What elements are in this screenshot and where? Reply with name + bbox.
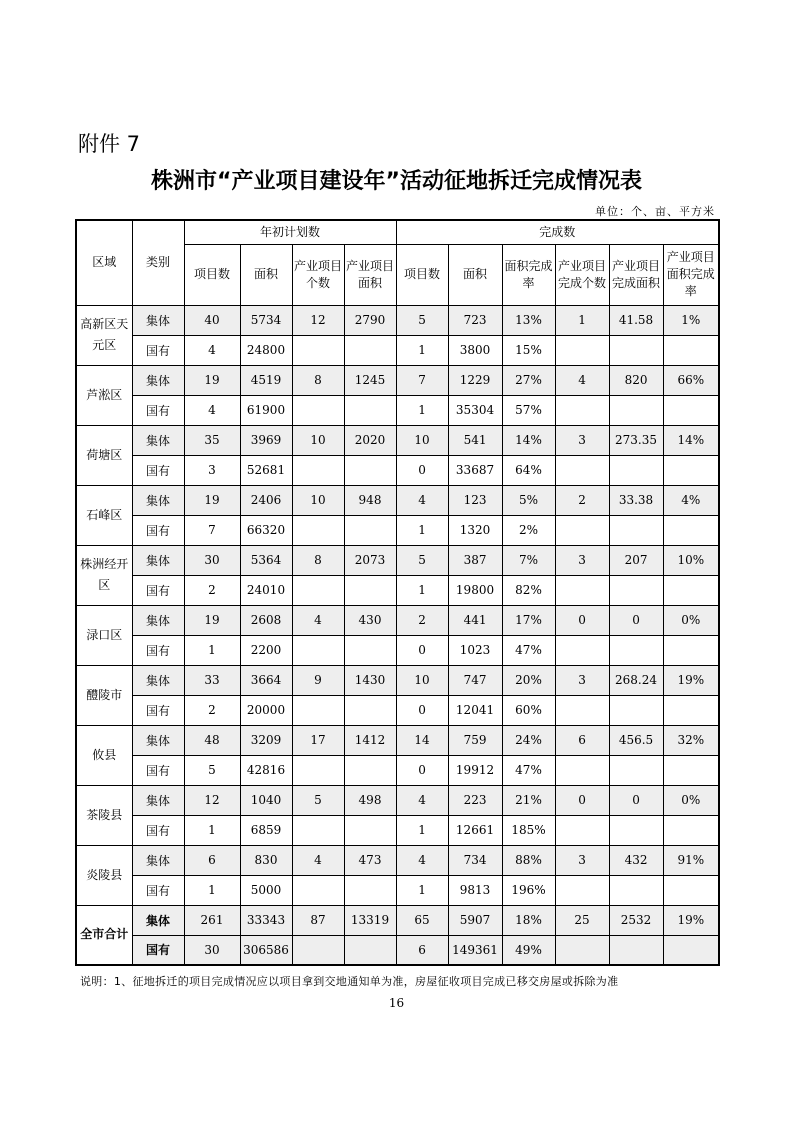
value-cell xyxy=(292,395,344,425)
value-cell: 123 xyxy=(448,485,502,515)
value-cell xyxy=(292,815,344,845)
value-cell: 30 xyxy=(184,545,240,575)
table-row xyxy=(76,845,719,875)
category-cell: 国有 xyxy=(132,815,184,845)
page-title: 株洲市“产业项目建设年”活动征地拆迁完成情况表 xyxy=(151,169,642,194)
category-cell: 国有 xyxy=(132,935,184,965)
value-cell: 1% xyxy=(663,305,719,335)
value-cell xyxy=(663,455,719,485)
table-body xyxy=(76,305,719,965)
category-cell: 国有 xyxy=(132,395,184,425)
value-cell: 1040 xyxy=(240,785,292,815)
value-cell: 17 xyxy=(292,725,344,755)
unit-label: 单位：个、亩、平方米 xyxy=(595,205,715,218)
value-cell: 1229 xyxy=(448,365,502,395)
category-cell: 国有 xyxy=(132,455,184,485)
category-cell: 集体 xyxy=(132,725,184,755)
value-cell: 25 xyxy=(555,905,609,935)
value-cell: 2020 xyxy=(344,425,396,455)
value-cell: 4% xyxy=(663,485,719,515)
value-cell: 33.38 xyxy=(609,485,663,515)
value-cell: 6 xyxy=(555,725,609,755)
value-cell: 1 xyxy=(396,575,448,605)
category-cell: 集体 xyxy=(132,785,184,815)
value-cell xyxy=(555,455,609,485)
value-cell: 4519 xyxy=(240,365,292,395)
value-cell: 49% xyxy=(502,935,555,965)
value-cell: 948 xyxy=(344,485,396,515)
value-cell: 8 xyxy=(292,365,344,395)
value-cell: 0 xyxy=(555,605,609,635)
value-cell: 3 xyxy=(555,425,609,455)
value-cell: 430 xyxy=(344,605,396,635)
value-cell: 2 xyxy=(184,695,240,725)
header-done-col-1: 面积 xyxy=(448,244,502,305)
value-cell: 14% xyxy=(663,425,719,455)
value-cell: 1412 xyxy=(344,725,396,755)
value-cell: 3209 xyxy=(240,725,292,755)
value-cell: 47% xyxy=(502,755,555,785)
value-cell: 5 xyxy=(292,785,344,815)
value-cell: 1 xyxy=(396,395,448,425)
value-cell xyxy=(555,815,609,845)
value-cell: 1023 xyxy=(448,635,502,665)
value-cell: 273.35 xyxy=(609,425,663,455)
value-cell xyxy=(555,575,609,605)
value-cell: 19800 xyxy=(448,575,502,605)
table-row xyxy=(76,575,719,605)
value-cell: 0 xyxy=(609,785,663,815)
value-cell: 14% xyxy=(502,425,555,455)
value-cell: 35304 xyxy=(448,395,502,425)
value-cell: 65 xyxy=(396,905,448,935)
value-cell: 4 xyxy=(292,605,344,635)
value-cell: 2790 xyxy=(344,305,396,335)
value-cell: 5 xyxy=(184,755,240,785)
table-row xyxy=(76,755,719,785)
value-cell: 1245 xyxy=(344,365,396,395)
value-cell: 12661 xyxy=(448,815,502,845)
value-cell xyxy=(292,755,344,785)
header-plan-group: 年初计划数 xyxy=(184,220,396,244)
value-cell: 2 xyxy=(396,605,448,635)
region-cell: 醴陵市 xyxy=(76,665,132,725)
value-cell: 3 xyxy=(184,455,240,485)
value-cell: 6 xyxy=(396,935,448,965)
value-cell: 64% xyxy=(502,455,555,485)
value-cell: 1320 xyxy=(448,515,502,545)
value-cell xyxy=(344,935,396,965)
value-cell: 42816 xyxy=(240,755,292,785)
header-plan-col-3: 产业项目 面积 xyxy=(344,244,396,305)
value-cell: 541 xyxy=(448,425,502,455)
category-cell: 国有 xyxy=(132,575,184,605)
value-cell: 14 xyxy=(396,725,448,755)
value-cell xyxy=(292,635,344,665)
value-cell: 3 xyxy=(555,545,609,575)
value-cell: 2532 xyxy=(609,905,663,935)
value-cell: 33687 xyxy=(448,455,502,485)
value-cell: 33343 xyxy=(240,905,292,935)
attachment-label: 附件 7 xyxy=(78,132,141,156)
value-cell: 6859 xyxy=(240,815,292,845)
value-cell: 19 xyxy=(184,605,240,635)
value-cell: 830 xyxy=(240,845,292,875)
table-row xyxy=(76,305,719,335)
value-cell: 0% xyxy=(663,785,719,815)
region-cell: 炎陵县 xyxy=(76,845,132,905)
value-cell: 10% xyxy=(663,545,719,575)
value-cell: 149361 xyxy=(448,935,502,965)
value-cell: 33 xyxy=(184,665,240,695)
value-cell: 4 xyxy=(396,785,448,815)
value-cell xyxy=(663,575,719,605)
value-cell: 5 xyxy=(396,305,448,335)
value-cell: 18% xyxy=(502,905,555,935)
region-cell: 高新区天元区 xyxy=(76,305,132,365)
value-cell: 15% xyxy=(502,335,555,365)
value-cell: 1 xyxy=(555,305,609,335)
value-cell: 723 xyxy=(448,305,502,335)
value-cell: 196% xyxy=(502,875,555,905)
value-cell: 0 xyxy=(396,695,448,725)
value-cell: 820 xyxy=(609,365,663,395)
value-cell xyxy=(292,455,344,485)
value-cell: 21% xyxy=(502,785,555,815)
value-cell: 66% xyxy=(663,365,719,395)
category-cell: 集体 xyxy=(132,665,184,695)
value-cell xyxy=(292,935,344,965)
value-cell xyxy=(344,815,396,845)
page-number: 16 xyxy=(388,996,405,1010)
value-cell: 1 xyxy=(184,635,240,665)
value-cell: 4 xyxy=(396,485,448,515)
header-plan-col-1: 面积 xyxy=(240,244,292,305)
value-cell: 1 xyxy=(396,515,448,545)
value-cell: 5% xyxy=(502,485,555,515)
value-cell xyxy=(344,695,396,725)
region-cell: 石峰区 xyxy=(76,485,132,545)
table-row xyxy=(76,455,719,485)
value-cell xyxy=(344,455,396,485)
header-category: 类别 xyxy=(132,220,184,305)
value-cell: 1 xyxy=(396,815,448,845)
category-cell: 国有 xyxy=(132,695,184,725)
table-row xyxy=(76,395,719,425)
value-cell: 1 xyxy=(184,815,240,845)
value-cell: 223 xyxy=(448,785,502,815)
header-done-col-0: 项目数 xyxy=(396,244,448,305)
value-cell: 6 xyxy=(184,845,240,875)
value-cell: 4 xyxy=(184,395,240,425)
value-cell: 0 xyxy=(396,455,448,485)
header-region: 区域 xyxy=(76,220,132,305)
value-cell: 0 xyxy=(396,635,448,665)
value-cell xyxy=(663,335,719,365)
value-cell: 2 xyxy=(555,485,609,515)
table-row xyxy=(76,695,719,725)
value-cell xyxy=(292,695,344,725)
value-cell xyxy=(555,335,609,365)
value-cell xyxy=(292,575,344,605)
value-cell: 60% xyxy=(502,695,555,725)
value-cell: 57% xyxy=(502,395,555,425)
value-cell: 734 xyxy=(448,845,502,875)
value-cell: 7 xyxy=(396,365,448,395)
header-plan-col-0: 项目数 xyxy=(184,244,240,305)
value-cell: 4 xyxy=(184,335,240,365)
value-cell xyxy=(344,575,396,605)
value-cell xyxy=(663,695,719,725)
value-cell: 27% xyxy=(502,365,555,395)
value-cell xyxy=(663,755,719,785)
value-cell: 10 xyxy=(292,425,344,455)
table-row xyxy=(76,725,719,755)
value-cell xyxy=(609,935,663,965)
value-cell: 48 xyxy=(184,725,240,755)
value-cell: 0 xyxy=(555,785,609,815)
value-cell: 3664 xyxy=(240,665,292,695)
value-cell: 20% xyxy=(502,665,555,695)
value-cell: 261 xyxy=(184,905,240,935)
value-cell: 52681 xyxy=(240,455,292,485)
value-cell: 8 xyxy=(292,545,344,575)
completion-table xyxy=(75,219,720,966)
value-cell: 61900 xyxy=(240,395,292,425)
table-row xyxy=(76,665,719,695)
value-cell: 12 xyxy=(292,305,344,335)
value-cell: 24010 xyxy=(240,575,292,605)
category-cell: 集体 xyxy=(132,905,184,935)
value-cell xyxy=(609,875,663,905)
value-cell: 2608 xyxy=(240,605,292,635)
value-cell: 432 xyxy=(609,845,663,875)
value-cell: 1 xyxy=(396,875,448,905)
value-cell: 5364 xyxy=(240,545,292,575)
header-done-col-3: 产业项目完成个数 xyxy=(555,244,609,305)
value-cell: 7% xyxy=(502,545,555,575)
table-row xyxy=(76,815,719,845)
value-cell: 82% xyxy=(502,575,555,605)
value-cell: 2406 xyxy=(240,485,292,515)
category-cell: 集体 xyxy=(132,365,184,395)
category-cell: 国有 xyxy=(132,755,184,785)
value-cell: 5 xyxy=(396,545,448,575)
value-cell xyxy=(609,575,663,605)
value-cell: 268.24 xyxy=(609,665,663,695)
value-cell: 5734 xyxy=(240,305,292,335)
value-cell: 87 xyxy=(292,905,344,935)
table-row xyxy=(76,335,719,365)
region-cell: 渌口区 xyxy=(76,605,132,665)
value-cell xyxy=(344,395,396,425)
value-cell: 47% xyxy=(502,635,555,665)
value-cell: 24% xyxy=(502,725,555,755)
footnote: 说明：1、征地拆迁的项目完成情况应以项目拿到交地通知单为准，房屋征收项目完成已移交房屋或拆除为准 xyxy=(80,975,619,988)
value-cell: 41.58 xyxy=(609,305,663,335)
table-row xyxy=(76,365,719,395)
value-cell: 1 xyxy=(184,875,240,905)
value-cell: 1430 xyxy=(344,665,396,695)
category-cell: 国有 xyxy=(132,515,184,545)
value-cell xyxy=(663,515,719,545)
value-cell: 3800 xyxy=(448,335,502,365)
value-cell xyxy=(609,815,663,845)
table-row xyxy=(76,935,719,965)
value-cell: 66320 xyxy=(240,515,292,545)
value-cell xyxy=(555,875,609,905)
value-cell: 19 xyxy=(184,365,240,395)
table-row xyxy=(76,485,719,515)
value-cell: 10 xyxy=(396,425,448,455)
value-cell: 35 xyxy=(184,425,240,455)
value-cell xyxy=(292,875,344,905)
value-cell xyxy=(555,695,609,725)
table-row xyxy=(76,785,719,815)
table-row xyxy=(76,425,719,455)
category-cell: 集体 xyxy=(132,305,184,335)
value-cell: 9813 xyxy=(448,875,502,905)
value-cell: 2073 xyxy=(344,545,396,575)
category-cell: 集体 xyxy=(132,845,184,875)
value-cell: 207 xyxy=(609,545,663,575)
value-cell: 40 xyxy=(184,305,240,335)
value-cell xyxy=(555,515,609,545)
table-row xyxy=(76,605,719,635)
value-cell: 0 xyxy=(396,755,448,785)
value-cell: 0% xyxy=(663,605,719,635)
value-cell xyxy=(292,515,344,545)
value-cell xyxy=(609,755,663,785)
value-cell xyxy=(609,635,663,665)
value-cell xyxy=(344,635,396,665)
value-cell: 306586 xyxy=(240,935,292,965)
value-cell: 19% xyxy=(663,665,719,695)
category-cell: 国有 xyxy=(132,635,184,665)
category-cell: 国有 xyxy=(132,335,184,365)
region-cell: 株洲经开区 xyxy=(76,545,132,605)
value-cell xyxy=(609,335,663,365)
table-row xyxy=(76,905,719,935)
value-cell: 32% xyxy=(663,725,719,755)
value-cell: 747 xyxy=(448,665,502,695)
value-cell: 30 xyxy=(184,935,240,965)
value-cell xyxy=(555,635,609,665)
value-cell xyxy=(663,875,719,905)
value-cell: 4 xyxy=(292,845,344,875)
region-cell: 全市合计 xyxy=(76,905,132,965)
table-row xyxy=(76,545,719,575)
header-done-col-5: 产业项目面积完成率 xyxy=(663,244,719,305)
value-cell: 0 xyxy=(609,605,663,635)
region-cell: 攸县 xyxy=(76,725,132,785)
value-cell: 185% xyxy=(502,815,555,845)
value-cell: 20000 xyxy=(240,695,292,725)
value-cell xyxy=(555,395,609,425)
value-cell xyxy=(292,335,344,365)
value-cell: 10 xyxy=(396,665,448,695)
value-cell xyxy=(344,755,396,785)
value-cell: 12 xyxy=(184,785,240,815)
value-cell xyxy=(663,935,719,965)
value-cell: 19% xyxy=(663,905,719,935)
header-row-1 xyxy=(76,220,719,244)
value-cell: 5907 xyxy=(448,905,502,935)
value-cell xyxy=(344,875,396,905)
value-cell: 1 xyxy=(396,335,448,365)
value-cell xyxy=(609,515,663,545)
value-cell xyxy=(663,395,719,425)
value-cell: 19912 xyxy=(448,755,502,785)
value-cell: 88% xyxy=(502,845,555,875)
value-cell xyxy=(609,695,663,725)
value-cell: 7 xyxy=(184,515,240,545)
category-cell: 集体 xyxy=(132,605,184,635)
value-cell xyxy=(663,815,719,845)
value-cell: 473 xyxy=(344,845,396,875)
value-cell: 10 xyxy=(292,485,344,515)
region-cell: 芦淞区 xyxy=(76,365,132,425)
category-cell: 国有 xyxy=(132,875,184,905)
value-cell: 498 xyxy=(344,785,396,815)
value-cell: 13319 xyxy=(344,905,396,935)
table-row xyxy=(76,635,719,665)
value-cell: 19 xyxy=(184,485,240,515)
value-cell xyxy=(344,335,396,365)
header-plan-col-2: 产业项目个数 xyxy=(292,244,344,305)
value-cell: 3969 xyxy=(240,425,292,455)
value-cell: 17% xyxy=(502,605,555,635)
header-done-col-2: 面积完成率 xyxy=(502,244,555,305)
value-cell: 2200 xyxy=(240,635,292,665)
value-cell: 3 xyxy=(555,665,609,695)
value-cell: 2 xyxy=(184,575,240,605)
header-done-col-4: 产业项目完成面积 xyxy=(609,244,663,305)
value-cell: 387 xyxy=(448,545,502,575)
category-cell: 集体 xyxy=(132,425,184,455)
header-done-group: 完成数 xyxy=(396,220,719,244)
value-cell: 441 xyxy=(448,605,502,635)
value-cell: 4 xyxy=(396,845,448,875)
value-cell: 5000 xyxy=(240,875,292,905)
value-cell: 759 xyxy=(448,725,502,755)
value-cell: 9 xyxy=(292,665,344,695)
value-cell xyxy=(344,515,396,545)
category-cell: 集体 xyxy=(132,545,184,575)
table-row xyxy=(76,515,719,545)
value-cell xyxy=(609,455,663,485)
value-cell: 3 xyxy=(555,845,609,875)
category-cell: 集体 xyxy=(132,485,184,515)
value-cell: 13% xyxy=(502,305,555,335)
region-cell: 茶陵县 xyxy=(76,785,132,845)
value-cell: 456.5 xyxy=(609,725,663,755)
value-cell xyxy=(555,755,609,785)
value-cell: 12041 xyxy=(448,695,502,725)
value-cell: 91% xyxy=(663,845,719,875)
value-cell: 2% xyxy=(502,515,555,545)
value-cell: 4 xyxy=(555,365,609,395)
value-cell xyxy=(663,635,719,665)
value-cell xyxy=(609,395,663,425)
table-row xyxy=(76,875,719,905)
value-cell xyxy=(555,935,609,965)
region-cell: 荷塘区 xyxy=(76,425,132,485)
value-cell: 24800 xyxy=(240,335,292,365)
